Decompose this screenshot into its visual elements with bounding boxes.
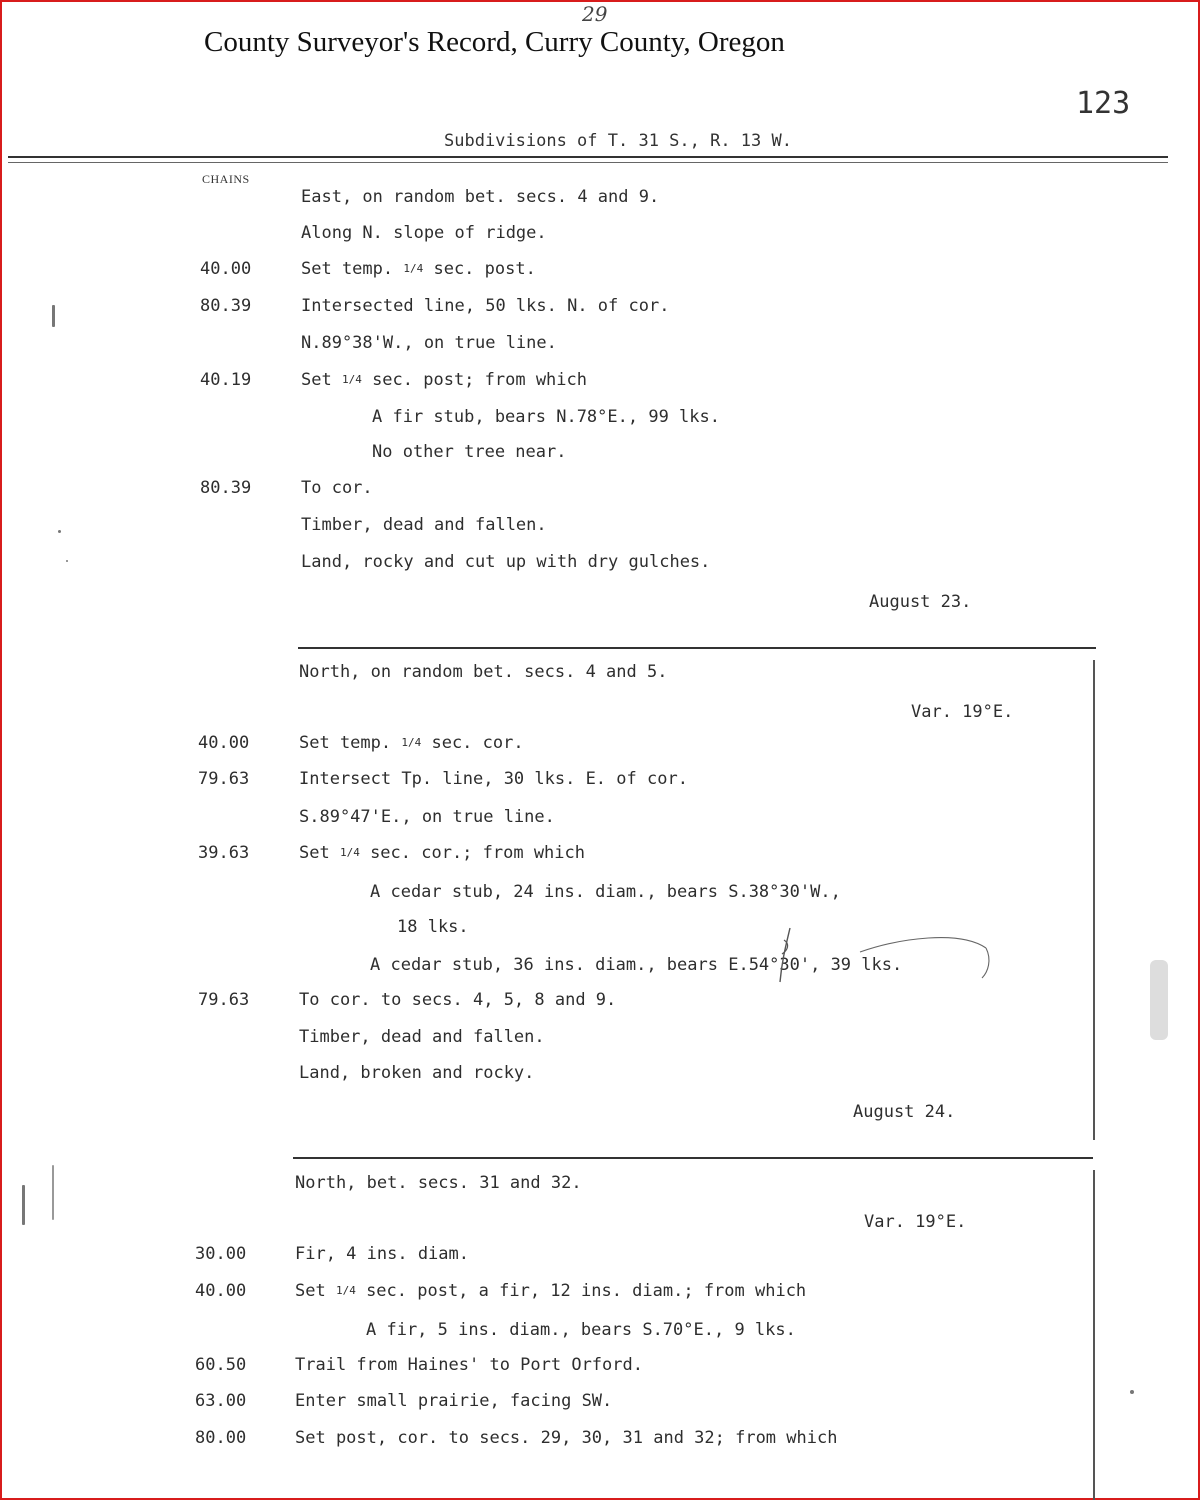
chain-value: 63.00 [195,1391,247,1411]
chain-value: 80.39 [200,296,252,316]
handwritten-annotation [760,920,1100,990]
block1-date: August 23. [869,592,972,612]
quarter-fraction: 1/4 [401,736,422,749]
block1-entry [301,370,587,390]
scan-speck [66,560,68,562]
quarter-fraction: 1/4 [335,1284,356,1297]
block2-variation: Var. 19°E. [911,702,1014,722]
block2-date: August 24. [853,1102,956,1122]
chain-value: 60.50 [195,1355,247,1375]
entry-text: sec. cor.; from which [359,843,585,863]
chain-value: 79.63 [198,990,250,1010]
scan-speck [58,530,61,533]
chain-value: 79.63 [198,769,250,789]
chain-value: 30.00 [195,1244,247,1264]
right-margin-line [1093,660,1095,1140]
chain-value: 80.39 [200,478,252,498]
entry-text: sec. post, a fir, 12 ins. diam.; from which [355,1281,807,1301]
scan-speck [52,305,55,327]
header-rule-secondary [8,162,1168,163]
chain-value: 39.63 [198,843,250,863]
block1-bearing: N.89°38'W., on true line. [301,333,557,353]
entry-text: Set [295,1281,336,1301]
block3-witness: A fir, 5 ins. diam., bears S.70°E., 9 lks. [366,1320,796,1340]
document-subtitle: Subdivisions of T. 31 S., R. 13 W. [444,131,792,151]
scan-speck [22,1185,25,1225]
scan-speck [1150,960,1168,1040]
block3-variation: Var. 19°E. [864,1212,967,1232]
block1-entry: Intersected line, 50 lks. N. of cor. [301,296,670,316]
section-rule [293,1157,1093,1159]
chain-value: 40.00 [198,733,250,753]
block1-entry [301,259,536,279]
scan-speck [52,1165,54,1220]
block1-witness-note: No other tree near. [372,442,567,462]
block1-note: Along N. slope of ridge. [301,223,547,243]
block2-witness-cont: 18 lks. [397,917,469,937]
block2-witness: A cedar stub, 36 ins. diam., bears E.54°30', 39 lks. [370,955,903,975]
block2-entry: To cor. to secs. 4, 5, 8 and 9. [299,990,617,1010]
entry-text: sec. cor. [421,733,524,753]
chain-value: 40.00 [200,259,252,279]
block1-course-line: East, on random bet. secs. 4 and 9. [301,187,660,207]
section-rule [298,647,1096,649]
block2-timber: Timber, dead and fallen. [299,1027,545,1047]
handwritten-page-number: 29 [582,2,608,26]
block2-entry [299,733,524,753]
block3-entry: Trail from Haines' to Port Orford. [295,1355,643,1375]
quarter-fraction: 1/4 [339,846,360,859]
chains-column-header: CHAINS [202,172,250,186]
block3-entry [295,1281,806,1301]
entry-text: Set [301,370,342,390]
scan-speck [1130,1390,1134,1394]
block3-entry: Set post, cor. to secs. 29, 30, 31 and 32; from which [295,1428,838,1448]
header-rule [8,156,1168,158]
chain-value: 40.00 [195,1281,247,1301]
block2-land: Land, broken and rocky. [299,1063,535,1083]
right-margin-line [1093,1170,1095,1500]
block2-entry [299,843,585,863]
document-title: County Surveyor's Record, Curry County, Oregon [204,26,785,58]
block3-entry: Fir, 4 ins. diam. [295,1244,469,1264]
page-number: 123 [1076,86,1131,121]
block1-witness: A fir stub, bears N.78°E., 99 lks. [372,407,720,427]
block3-entry: Enter small prairie, facing SW. [295,1391,613,1411]
entry-text: Set temp. [301,259,404,279]
block1-land: Land, rocky and cut up with dry gulches. [301,552,711,572]
entry-text: sec. post. [423,259,536,279]
quarter-fraction: 1/4 [341,373,362,386]
chain-value: 40.19 [200,370,252,390]
entry-text: sec. post; from which [361,370,587,390]
block1-entry: To cor. [301,478,373,498]
chain-value: 80.00 [195,1428,247,1448]
entry-text: Set temp. [299,733,402,753]
entry-text: Set [299,843,340,863]
block1-timber: Timber, dead and fallen. [301,515,547,535]
block2-bearing: S.89°47'E., on true line. [299,807,555,827]
block2-course-line: North, on random bet. secs. 4 and 5. [299,662,668,682]
block2-witness: A cedar stub, 24 ins. diam., bears S.38°30'W., [370,882,841,902]
block3-course-line: North, bet. secs. 31 and 32. [295,1173,582,1193]
block2-entry: Intersect Tp. line, 30 lks. E. of cor. [299,769,688,789]
quarter-fraction: 1/4 [403,262,424,275]
